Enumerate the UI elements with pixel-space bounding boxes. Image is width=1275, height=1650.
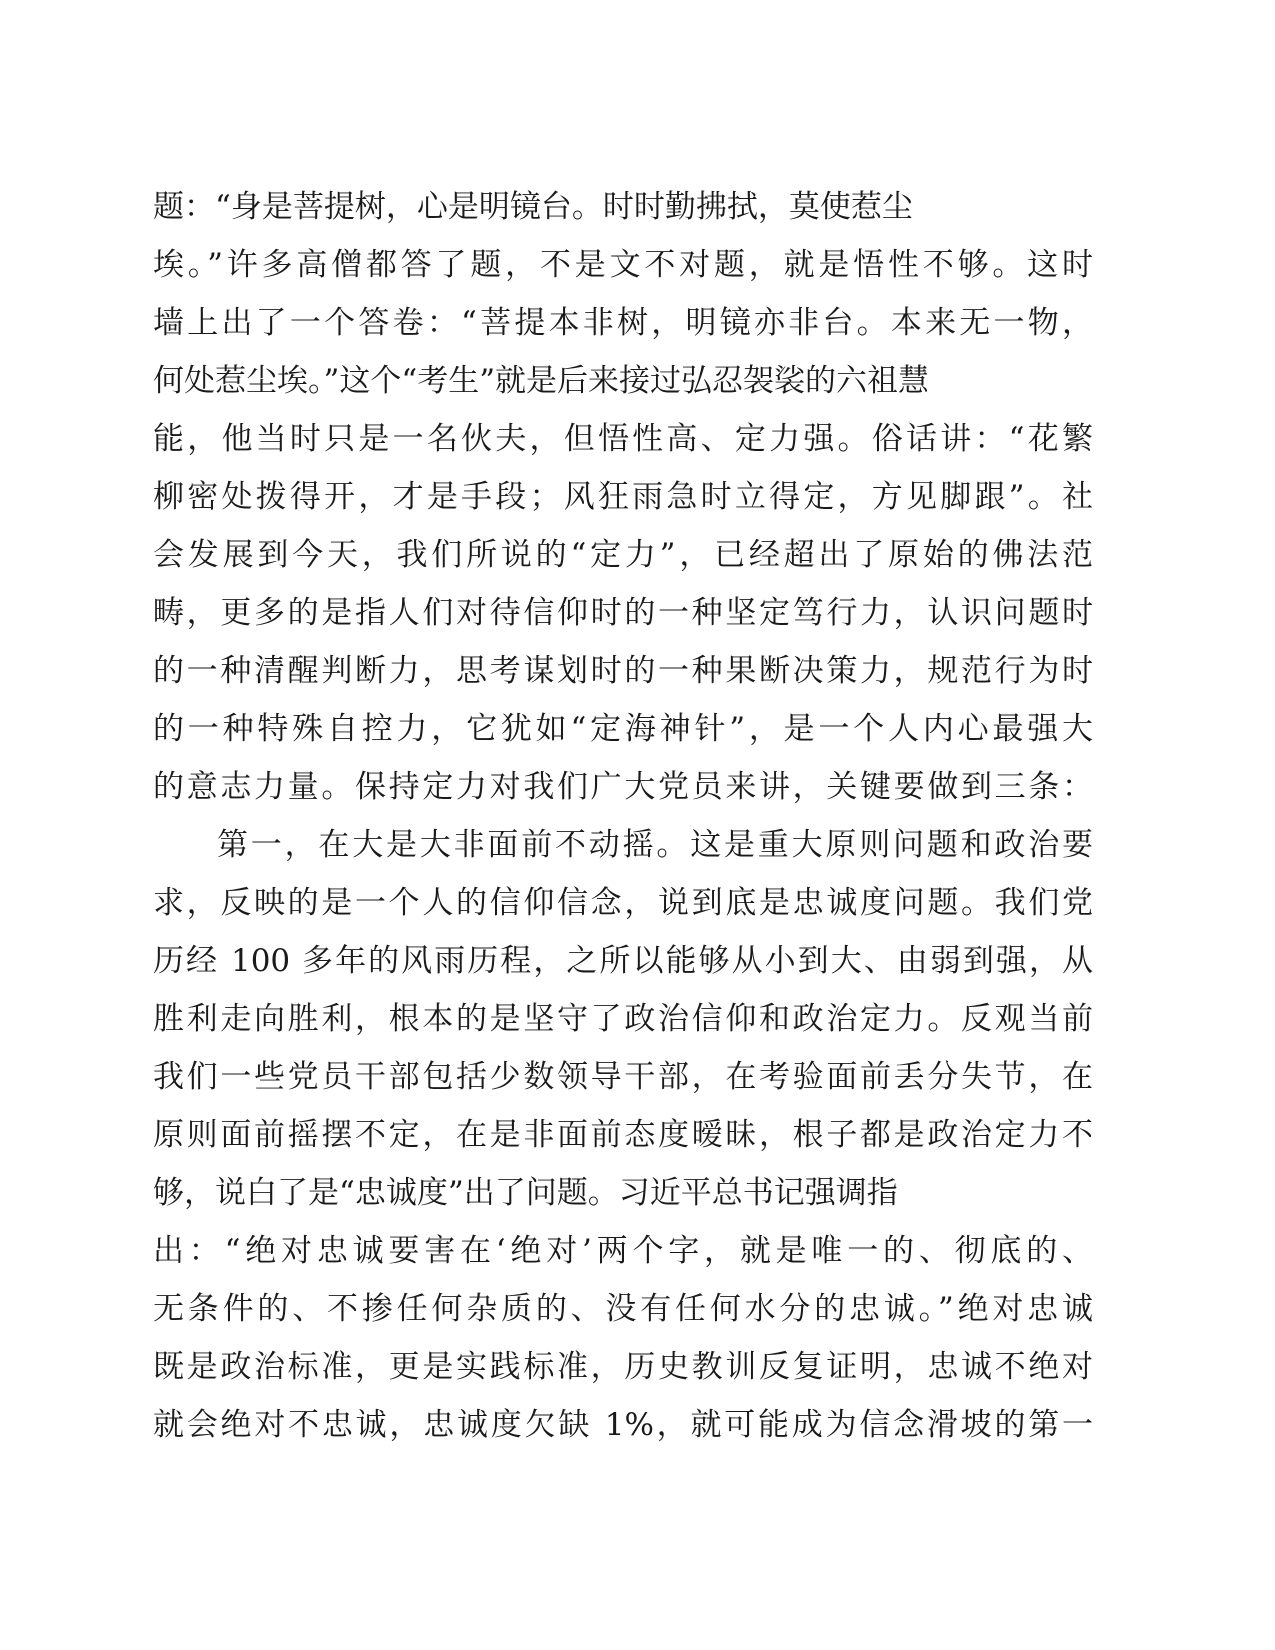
text-line: 柳密处拨得开，才是手段；风狂雨急时立得定，方见脚跟”。社 — [153, 479, 1093, 515]
text-line: 原则面前摇摆不定，在是非面前态度暧昧，根子都是政治定力不 — [153, 1117, 1093, 1153]
text-line: 求，反映的是一个人的信仰信念，说到底是忠诚度问题。我们党 — [153, 885, 1093, 921]
text-line: 就会绝对不忠诚，忠诚度欠缺 1%，就可能成为信念滑坡的第一 — [153, 1407, 1093, 1443]
body-text — [153, 178, 1093, 1454]
text-line: 的意志力量。保持定力对我们广大党员来讲，关键要做到三条： — [153, 769, 1093, 805]
text-line: 墙上出了一个答卷：“菩提本非树，明镜亦非台。本来无一物， — [153, 305, 1093, 341]
text-line: 畴，更多的是指人们对待信仰时的一种坚定笃行力，认识问题时 — [153, 595, 1093, 631]
text-line: 会发展到今天，我们所说的“定力”，已经超出了原始的佛法范 — [153, 537, 1093, 573]
text-line: 何处惹尘埃。”这个“考生”就是后来接过弘忍袈裟的六祖慧 — [153, 363, 930, 399]
text-line: 埃。”许多高僧都答了题，不是文不对题，就是悟性不够。这时 — [153, 247, 1093, 283]
text-line: 历经 100 多年的风雨历程，之所以能够从小到大、由弱到强，从 — [153, 943, 1093, 979]
text-line: 题：“身是菩提树，心是明镜台。时时勤拂拭，莫使惹尘 — [153, 189, 913, 225]
text-line: 无条件的、不掺任何杂质的、没有任何水分的忠诚。”绝对忠诚 — [153, 1291, 1093, 1327]
text-line: 出：“绝对忠诚要害在‘绝对’两个字，就是唯一的、彻底的、 — [153, 1233, 1093, 1269]
text-line: 够，说白了是“忠诚度”出了问题。习近平总书记强调指 — [153, 1175, 898, 1211]
text-line: 胜利走向胜利，根本的是坚守了政治信仰和政治定力。反观当前 — [153, 1001, 1093, 1037]
text-line: 既是政治标准，更是实践标准，历史教训反复证明，忠诚不绝对 — [153, 1349, 1093, 1385]
paragraph-first-line: 第一，在大是大非面前不动摇。这是重大原则问题和政治要 — [217, 827, 1093, 863]
text-line: 能，他当时只是一名伙夫，但悟性高、定力强。俗话讲：“花繁 — [153, 421, 1093, 457]
text-line: 的一种清醒判断力，思考谋划时的一种果断决策力，规范行为时 — [153, 653, 1093, 689]
text-line: 我们一些党员干部包括少数领导干部，在考验面前丢分失节，在 — [153, 1059, 1093, 1095]
text-line: 的一种特殊自控力，它犹如“定海神针”，是一个人内心最强大 — [153, 711, 1093, 747]
